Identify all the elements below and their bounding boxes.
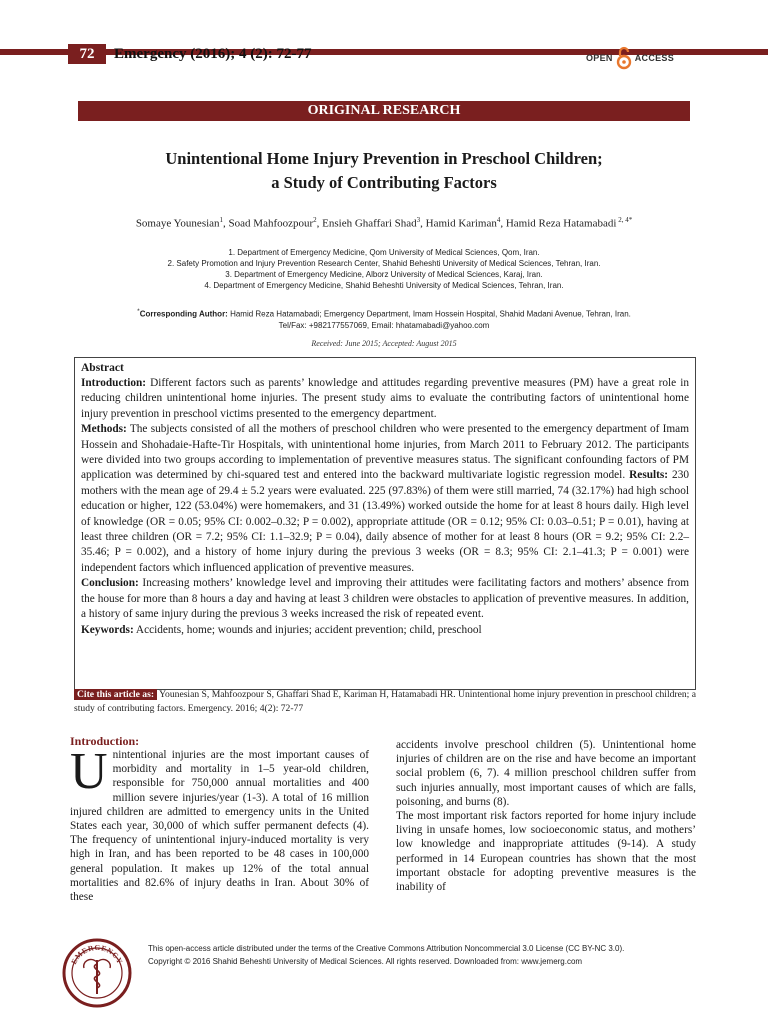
affiliation-item: 4. Department of Emergency Medicine, Shahid Beheshti University of Medical Sciences, Tehran, Iran. xyxy=(204,281,564,290)
body-paragraph: accidents involve preschool children (5). Unintentional home injuries of children are on the rise and have become an important social problem (6, 7). 4 million preschool children suffer from such injuries annually, most important causes of which are falls, poisoning, and burns (8). xyxy=(396,739,696,808)
corresponding-contact: Tel/Fax: +982177557069, Email: hhatamabadi@yahoo.com xyxy=(278,320,490,330)
abstract-intro-text: Different factors such as parents’ knowledge and attitudes regarding preventive measures (PM) have a great role in reducing children unintentional home injuries. The present study aims to evaluate the contributing factors of unintentional home injury prevention in preschool victims presented to the emergency department. xyxy=(81,377,689,420)
body-paragraph: The most important risk factors reported for home injury include living in unsafe homes, low socioeconomic status, and mothers’ low knowledge and inappropriate attitudes (9-14). A study performed in 14 European countries has shown that the most important obstacle for adopting preventive measures is the inability of xyxy=(396,810,696,894)
author-affiliation-number: 3 xyxy=(416,216,421,224)
abstract-keywords-text: Accidents, home; wounds and injuries; accident prevention; child, preschool xyxy=(133,623,482,636)
emergency-journal-logo xyxy=(62,938,132,1008)
author-affiliation-number: 1 xyxy=(219,216,224,224)
footer-license xyxy=(148,942,708,968)
title-line-1: Unintentional Home Injury Prevention in Preschool Children; xyxy=(165,149,603,168)
abstract-conclusion-label: Conclusion: xyxy=(81,577,139,590)
affiliation-item: 3. Department of Emergency Medicine, Alborz University of Medical Sciences, Karaj, Iran. xyxy=(225,270,543,279)
abstract-keywords-label: Keywords: xyxy=(81,623,134,636)
affiliation-list xyxy=(90,247,678,291)
author-affiliation-number: 2 xyxy=(313,216,317,224)
abstract-conclusion xyxy=(81,576,689,622)
article-title xyxy=(60,147,708,195)
citation-label: Cite this article as: xyxy=(74,689,157,700)
access-label: ACCESS xyxy=(634,53,675,63)
author-name: Soad Mahfoozpour xyxy=(228,217,314,230)
author-name: Somaye Younesian xyxy=(135,217,220,230)
footer-copyright-line: Copyright © 2016 Shahid Beheshti University of Medical Sciences. All rights reserved. Downloaded from: www.jemerg.com xyxy=(148,957,583,966)
abstract-methods-results xyxy=(81,422,689,576)
abstract-introduction xyxy=(81,376,689,422)
corresponding-label: Corresponding Author: xyxy=(139,309,228,319)
author-affiliation-number: 2, 4* xyxy=(616,216,633,224)
author-affiliation-number: 4 xyxy=(496,216,501,224)
abstract-results-label: Results: xyxy=(629,469,669,482)
abstract-methods-label: Methods: xyxy=(81,423,127,436)
author-name: Hamid Kariman xyxy=(425,217,497,230)
author-list: Somaye Younesian$^1$, Soad Mahfoozpour$^2$, Ensieh Ghaffari Shad$^3$, Hamid Kariman$^4$, Hamid Reza Hatamabadi $^{2, 4*}$ xyxy=(135,216,633,230)
open-access-lock-icon xyxy=(616,46,632,70)
citation-text: Younesian S, Mahfoozpour S, Ghaffari Shad E, Kariman H, Hatamabadi HR. Unintentional home injury prevention in preschool children; a study of contributing factors. Emergency. 2016; 4(2): 72-77 xyxy=(74,689,697,714)
abstract-results-text: 230 mothers with the mean age of 29.4 ± 5.2 years were evaluated. 225 (97.83%) of them were still married, 74 (32.17%) had high school education or higher, 122 (53.04%) were homemakers, and 31 (13.49%) worked outside the home for at least 8 hours daily. High level of knowledge (OR = 0.05; 95% CI: 0.002–0.32; P = 0.002), appropriate attitude (OR = 0.12; 95% CI: 0.03–0.51; P = 0.01), having at least three children (OR = 7.2; 95% CI: 1.1–32.9; P = 0.04), daily absence of mother for at least 8 hours (OR = 9.2; 95% CI: 2.2–35.46; P = 0.002), and a history of home injury during the previous 3 weeks (OR = 8.3; 95% CI: 2.1–41.3; P = 0.001) were independent factors which influenced application of preventive measures. xyxy=(81,469,689,574)
body-column-left xyxy=(70,734,369,904)
corresponding-author xyxy=(90,306,678,331)
corresponding-address: Hamid Reza Hatamabadi; Emergency Department, Imam Hossein Hospital, Shahid Madani Avenue, Tehran, Iran. xyxy=(227,309,631,319)
open-label: OPEN xyxy=(586,53,613,63)
received-dates: Received: June 2015; Accepted: August 2015 xyxy=(311,339,457,348)
section-label: ORIGINAL RESEARCH xyxy=(78,101,690,121)
author-name: Hamid Reza Hatamabadi xyxy=(505,217,617,230)
drop-cap: U xyxy=(70,743,108,800)
open-access-badge xyxy=(586,44,674,72)
citation xyxy=(74,688,696,716)
introduction-text: nintentional injuries are the most important causes of morbidity and mortality in 1–5 year-old children, responsible for 750,000 annual mortalities and 400 million severe injuries/year (1-3). A total of 16 million injured children are admitted to emergency units in the United States each year, 30,000 of which suffer permanent defects (4). The frequency of unintentional injury-induced mortality is very high in Iran, and has been reported to be 48 cases in 100,000 general population. It makes up 12% of the total annual mortalities and 82.6% of injury deaths in Iran. About 30% of these xyxy=(70,749,369,904)
page-number: 72 xyxy=(68,44,106,64)
abstract-box xyxy=(74,357,696,690)
body-column-right xyxy=(396,738,696,894)
affiliation-item: 2. Safety Promotion and Injury Prevention Research Center, Shahid Beheshti University of Medical Sciences, Tehran, Iran. xyxy=(167,259,601,268)
abstract-intro-label: Introduction: xyxy=(81,377,147,389)
title-line-2: a Study of Contributing Factors xyxy=(271,173,497,192)
logo-text: EMERGENCY xyxy=(69,942,125,966)
corresponding-marker: * xyxy=(137,308,140,315)
abstract-keywords xyxy=(81,623,689,638)
author-name: Ensieh Ghaffari Shad xyxy=(322,217,417,230)
footer-license-line: This open-access article distributed under the terms of the Creative Commons Attribution Noncommercial 3.0 License (CC BY-NC 3.0). xyxy=(148,944,625,953)
affiliation-item: 1. Department of Emergency Medicine, Qom University of Medical Sciences, Qom, Iran. xyxy=(228,248,540,257)
abstract-methods-text: The subjects consisted of all the mothers of preschool children who were presented to the emergency department of Imam Hossein and Shohadaie-Hafte-Tir Hospitals, with unintentional home injuries, from March 2011 to February 2012. The participants were divided into two groups according to implementation of preventive measures status. The significant confounding factors of PM application was determined by chi-squared test and entered into the backward multivariate logistic regression model. xyxy=(81,423,689,482)
journal-reference: Emergency (2016); 4 (2): 72-77 xyxy=(114,46,312,62)
abstract-heading: Abstract xyxy=(81,362,124,374)
introduction-heading: Introduction: xyxy=(70,734,140,748)
abstract-conclusion-text: Increasing mothers’ knowledge level and improving their attitudes were facilitating factors and mothers’ absence from the house for more than 8 hours a day and having at least 3 children were obstacles to application of preventive measures. In addition, a history of same injury during the previous 3 weeks increased the risk of repeated event. xyxy=(81,577,689,621)
